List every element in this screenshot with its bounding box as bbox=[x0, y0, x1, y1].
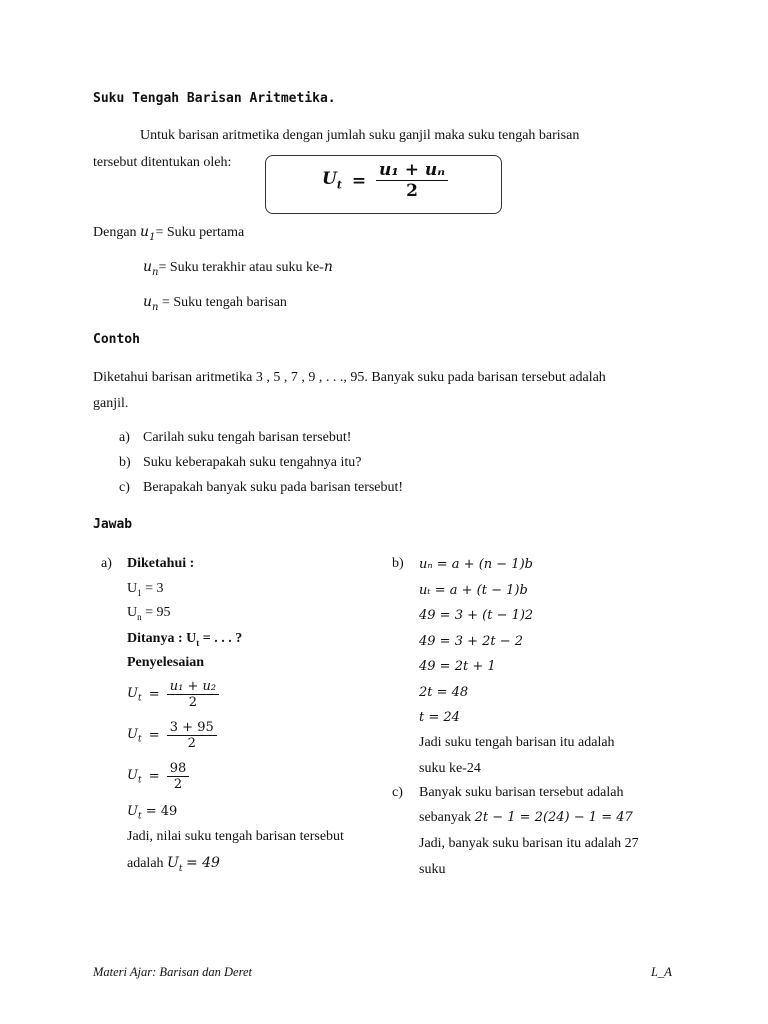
intro-line-2: tersebut ditentukan oleh: bbox=[93, 155, 232, 170]
formula: $U_t$ = $\frac{\text{u₁ + uₙ}}{2}$ bbox=[322, 160, 448, 201]
answer-b-line: 49 = 2t + 1 bbox=[419, 659, 496, 674]
footer-right: L_A bbox=[651, 965, 672, 979]
answer-b-line: 49 = 3 + 2t − 2 bbox=[419, 633, 524, 649]
contoh-line-1: Diketahui barisan aritmetika 3 , 5 , 7 , 9 , . . ., 95. Banyak suku pada barisan tersebut adalah bbox=[93, 370, 606, 385]
formula-numerator: u₁ + uₙ bbox=[376, 160, 448, 181]
footer-left: Materi Ajar: Barisan dan Deret bbox=[93, 965, 253, 979]
answer-c-line-3: Jadi, banyak suku barisan itu adalah 27 bbox=[419, 836, 639, 851]
answer-a-step-1: $U_t$ = $\frac{\text{u₁ + u₂}}{2}$ bbox=[127, 679, 219, 710]
answer-a-u1: $U_1 = 3$ bbox=[127, 581, 164, 598]
contoh-line-2: ganjil. bbox=[93, 396, 129, 411]
answer-a-diketahui: Diketahui : bbox=[127, 556, 195, 571]
answer-a-step-4: $U_t = 49$ bbox=[127, 804, 178, 822]
answer-a-label: a) bbox=[101, 556, 112, 571]
answer-b-line: uₜ = a + (t − 1)b bbox=[419, 582, 528, 598]
answer-c-line-2: sebanyak 2t − 1 = 2(24) − 1 = 47 bbox=[419, 810, 633, 825]
question-a: a) Carilah suku tengah barisan tersebut! bbox=[119, 430, 352, 445]
answer-a-ditanya: Ditanya : $U_t$ = . . . ? bbox=[127, 631, 243, 648]
answer-c-label: c) bbox=[392, 785, 403, 800]
answer-b-steps bbox=[419, 552, 533, 731]
answer-a-un: $U_n = 95$ bbox=[127, 605, 171, 622]
formula-denominator: 2 bbox=[406, 181, 418, 201]
intro-line-1: Untuk barisan aritmetika dengan jumlah suku ganjil maka suku tengah barisan bbox=[140, 128, 580, 143]
answer-b-conclusion-2: suku ke-24 bbox=[419, 761, 481, 776]
answer-a-step-3: $U_t$ = $\frac{98}{2}$ bbox=[127, 761, 189, 792]
answer-a-conclusion-1: Jadi, nilai suku tengah barisan tersebut bbox=[127, 829, 344, 844]
definition-2: $u_n=$ Suku terakhir atau suku ke-n bbox=[143, 259, 333, 278]
answer-a-step-2: $U_t$ = $\frac{3 + 95}{2}$ bbox=[127, 720, 217, 751]
answer-b-line: t = 24 bbox=[419, 710, 460, 725]
contoh-heading: Contoh bbox=[93, 332, 140, 347]
jawab-heading: Jawab bbox=[93, 517, 133, 532]
answer-b-line: uₙ = a + (n − 1)b bbox=[419, 557, 533, 572]
question-c: c) Berapakah banyak suku pada barisan tersebut! bbox=[119, 480, 404, 495]
answer-a-penyelesaian: Penyelesaian bbox=[127, 655, 204, 670]
answer-b-label: b) bbox=[392, 556, 404, 571]
answer-b-conclusion-1: Jadi suku tengah barisan itu adalah bbox=[419, 735, 615, 750]
answer-c-line-4: suku bbox=[419, 862, 446, 877]
answer-c-line-1: Banyak suku barisan tersebut adalah bbox=[419, 785, 624, 800]
definition-1: Dengan $u_1=$ Suku pertama bbox=[93, 224, 245, 243]
answer-a-conclusion-2: adalah $U_t = 49$ bbox=[127, 855, 220, 874]
answer-b-line: 49 = 3 + (t − 1)2 bbox=[419, 608, 534, 623]
definition-3: $u_n$ = Suku tengah barisan bbox=[143, 294, 287, 313]
page-title: Suku Tengah Barisan Aritmetika. bbox=[93, 91, 336, 106]
question-b: b) Suku keberapakah suku tengahnya itu? bbox=[119, 455, 362, 470]
answer-b-line: 2t = 48 bbox=[419, 684, 469, 700]
